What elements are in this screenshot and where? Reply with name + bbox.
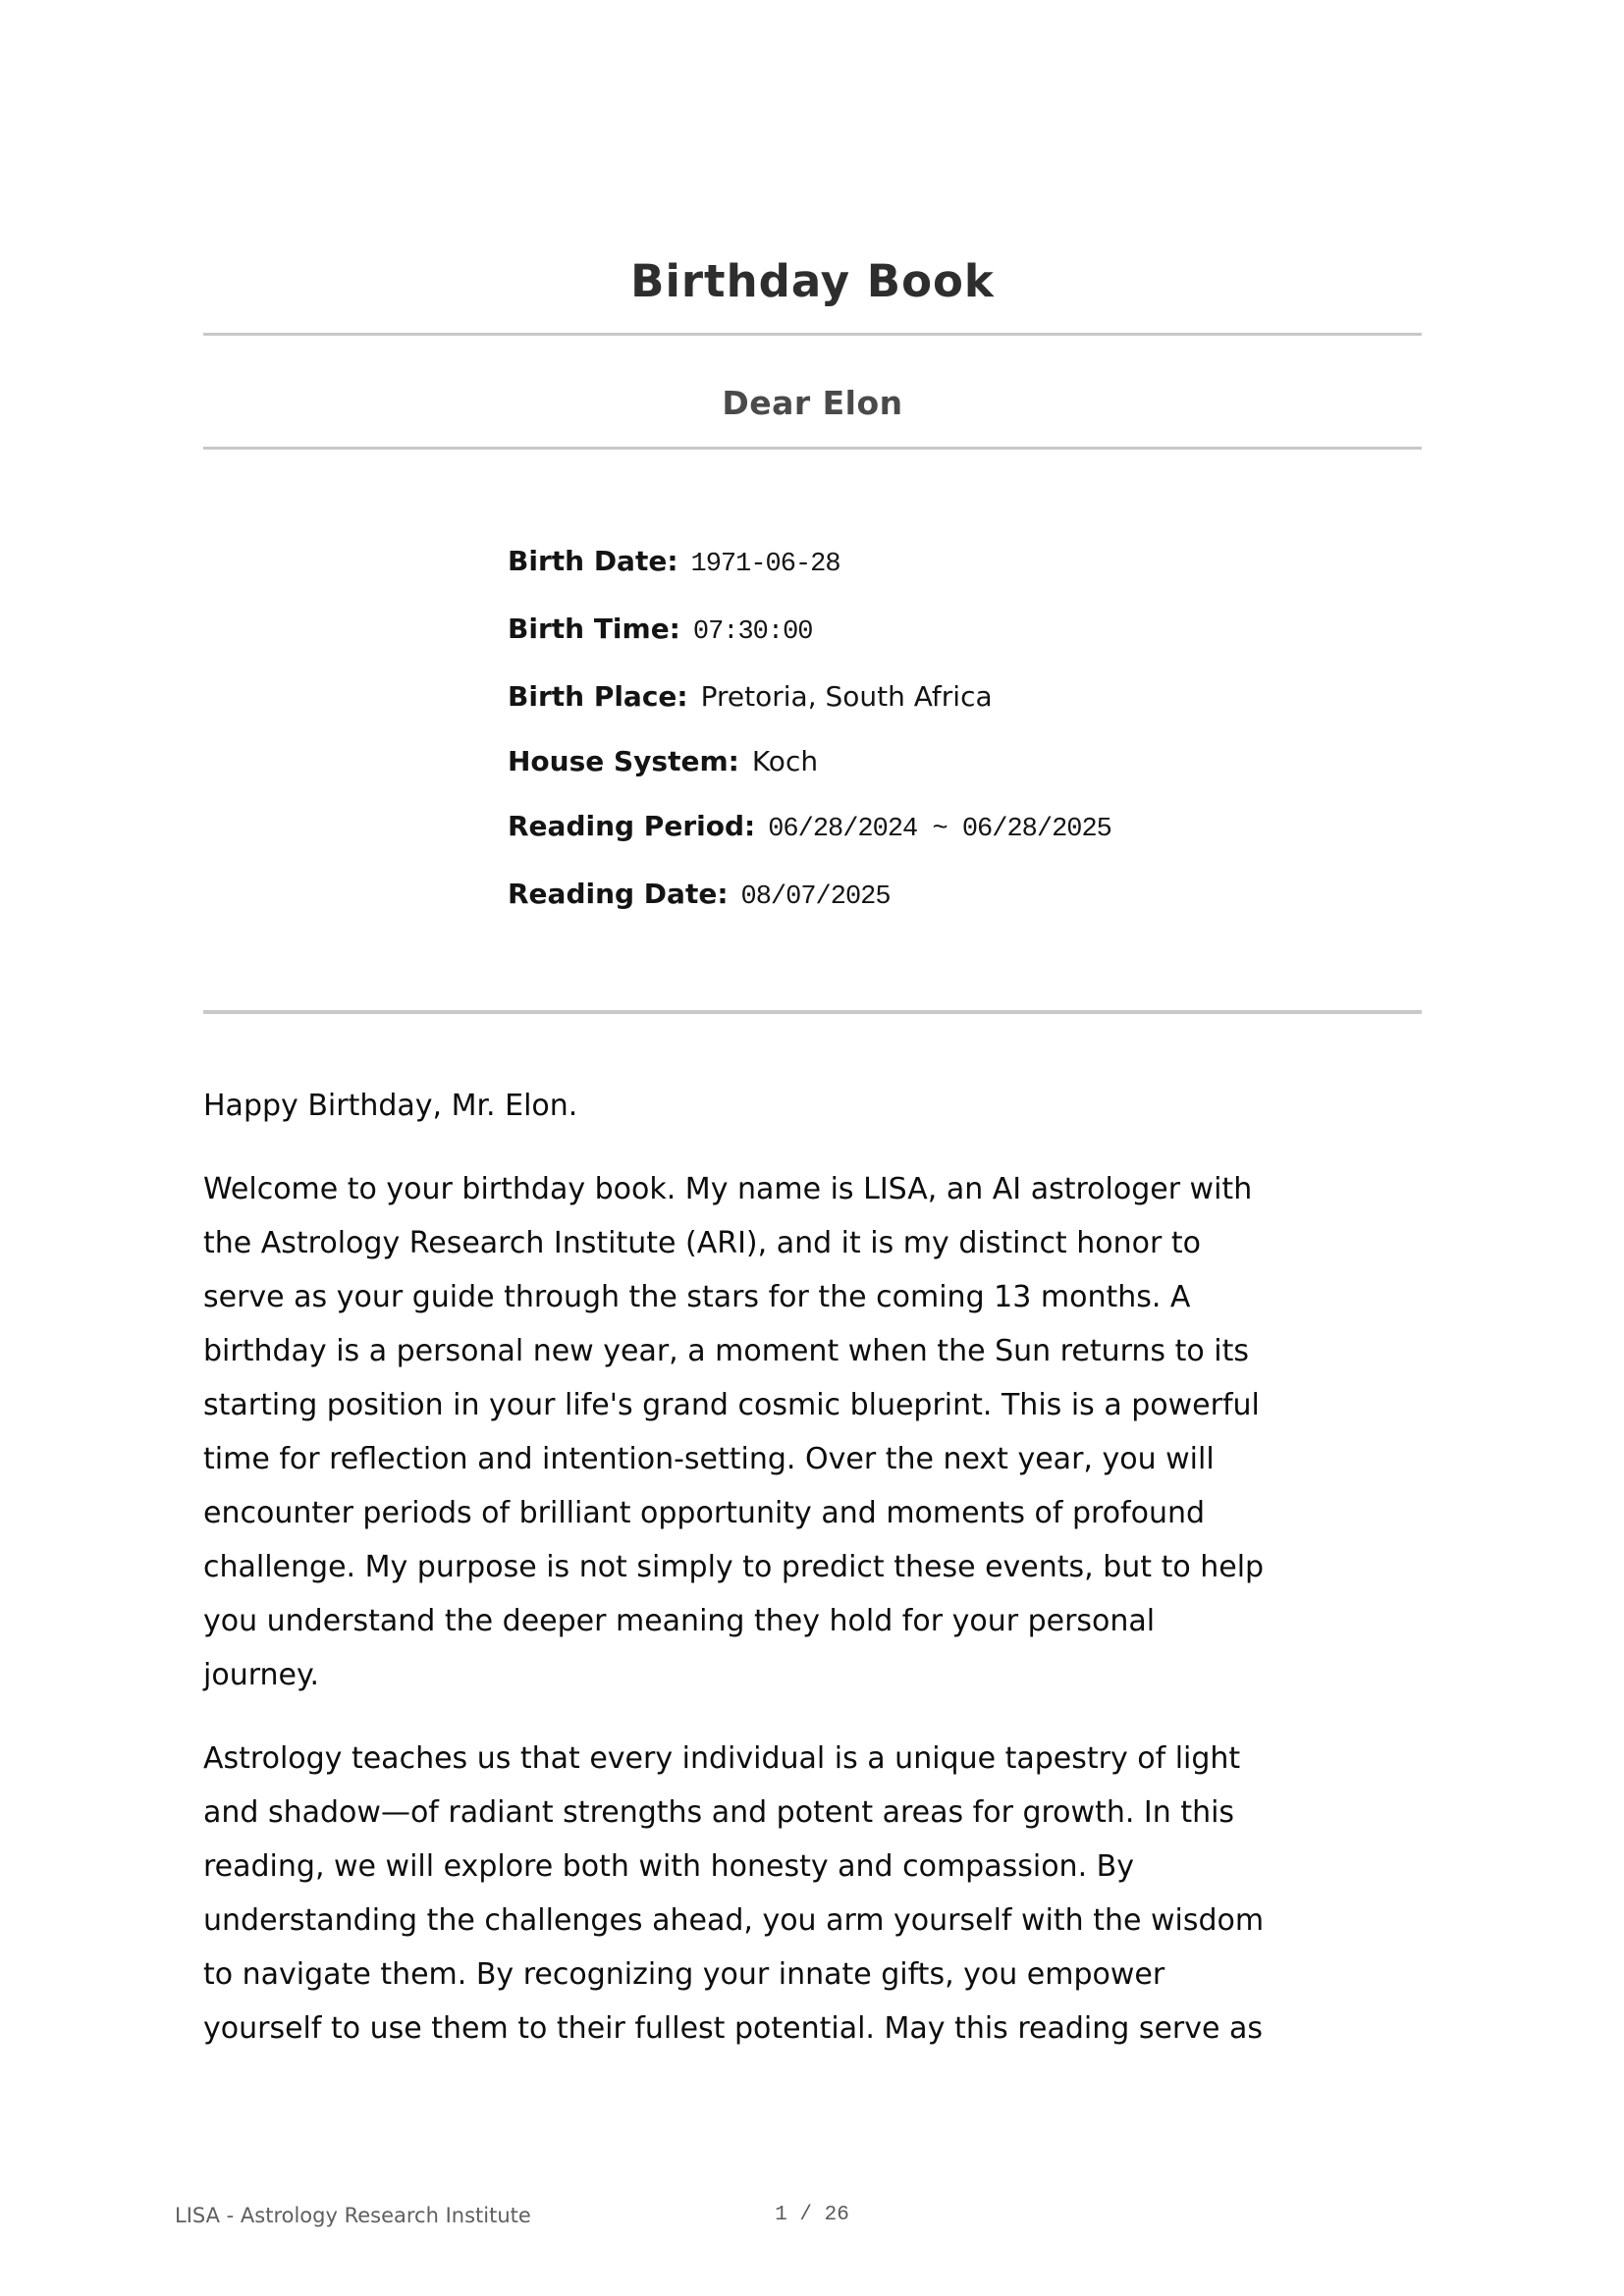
paragraph xyxy=(203,1162,1422,1702)
body-line: yourself to use them to their fullest potential. May this reading serve as xyxy=(203,2011,1264,2046)
birth-detail-row xyxy=(508,680,1422,713)
birth-detail-label: Birth Time: xyxy=(508,613,680,645)
birth-detail-row xyxy=(508,545,1422,579)
birth-detail-label: Reading Date: xyxy=(508,878,729,910)
footer-page-number: 1 / 26 xyxy=(775,2204,849,2226)
title-divider xyxy=(203,333,1422,336)
recipient-heading: Dear Elon xyxy=(722,384,903,422)
birth-detail-value: Pretoria, South Africa xyxy=(700,680,993,713)
body-line: Astrology teaches us that every individual is a unique tapestry of light xyxy=(203,1741,1241,1776)
birth-detail-value: 07:30:00 xyxy=(692,617,813,647)
document-title: Birthday Book xyxy=(630,255,995,307)
body-line: to navigate them. By recognizing your innate gifts, you empower xyxy=(203,1957,1165,1992)
recipient-divider xyxy=(203,447,1422,450)
body-line: reading, we will explore both with honesty and compassion. By xyxy=(203,1849,1134,1884)
body-line: serve as your guide through the stars for the coming 13 months. A xyxy=(203,1280,1191,1314)
body-line: encounter periods of brilliant opportunity and moments of profound xyxy=(203,1496,1206,1530)
birth-detail-value: 08/07/2025 xyxy=(740,882,891,912)
birth-detail-value: 1971-06-28 xyxy=(690,550,840,579)
birth-detail-row xyxy=(508,878,1422,912)
birth-detail-row xyxy=(508,745,1422,777)
body-line: Welcome to your birthday book. My name is LISA, an AI astrologer with xyxy=(203,1172,1253,1206)
footer-brand: LISA - Astrology Research Institute xyxy=(175,2204,531,2227)
birth-detail-row xyxy=(508,615,1422,646)
document-content xyxy=(203,0,1422,2056)
body-line: understanding the challenges ahead, you arm yourself with the wisdom xyxy=(203,1903,1265,1938)
body-line: challenge. My purpose is not simply to predict these events, but to help xyxy=(203,1550,1265,1584)
body-line: starting position in your life's grand cosmic blueprint. This is a powerful xyxy=(203,1388,1260,1422)
body-line: the Astrology Research Institute (ARI), and it is my distinct honor to xyxy=(203,1226,1201,1260)
body-line: journey. xyxy=(203,1658,319,1692)
body-line: time for reflection and intention-setting. Over the next year, you will xyxy=(203,1442,1215,1476)
birth-detail-row xyxy=(508,810,1422,844)
birth-detail-value: Koch xyxy=(751,745,819,777)
birth-detail-value: 06/28/2024 ~ 06/28/2025 xyxy=(768,815,1111,844)
body-divider xyxy=(203,1010,1422,1014)
body-line: and shadow—of radiant strengths and potent areas for growth. In this xyxy=(203,1795,1235,1830)
birth-detail-label: House System: xyxy=(508,745,739,777)
paragraph xyxy=(203,1079,1422,1133)
birth-details-section xyxy=(508,545,1422,912)
birth-detail-label: Birth Date: xyxy=(508,545,678,577)
body-line: you understand the deeper meaning they hold for your personal xyxy=(203,1604,1156,1638)
body-line: birthday is a personal new year, a moment when the Sun returns to its xyxy=(203,1334,1249,1368)
body-line: Happy Birthday, Mr. Elon. xyxy=(203,1089,578,1123)
paragraph xyxy=(203,1732,1422,2056)
birth-detail-label: Birth Place: xyxy=(508,680,688,713)
body-section xyxy=(203,1079,1422,2056)
birth-detail-label: Reading Period: xyxy=(508,810,756,842)
